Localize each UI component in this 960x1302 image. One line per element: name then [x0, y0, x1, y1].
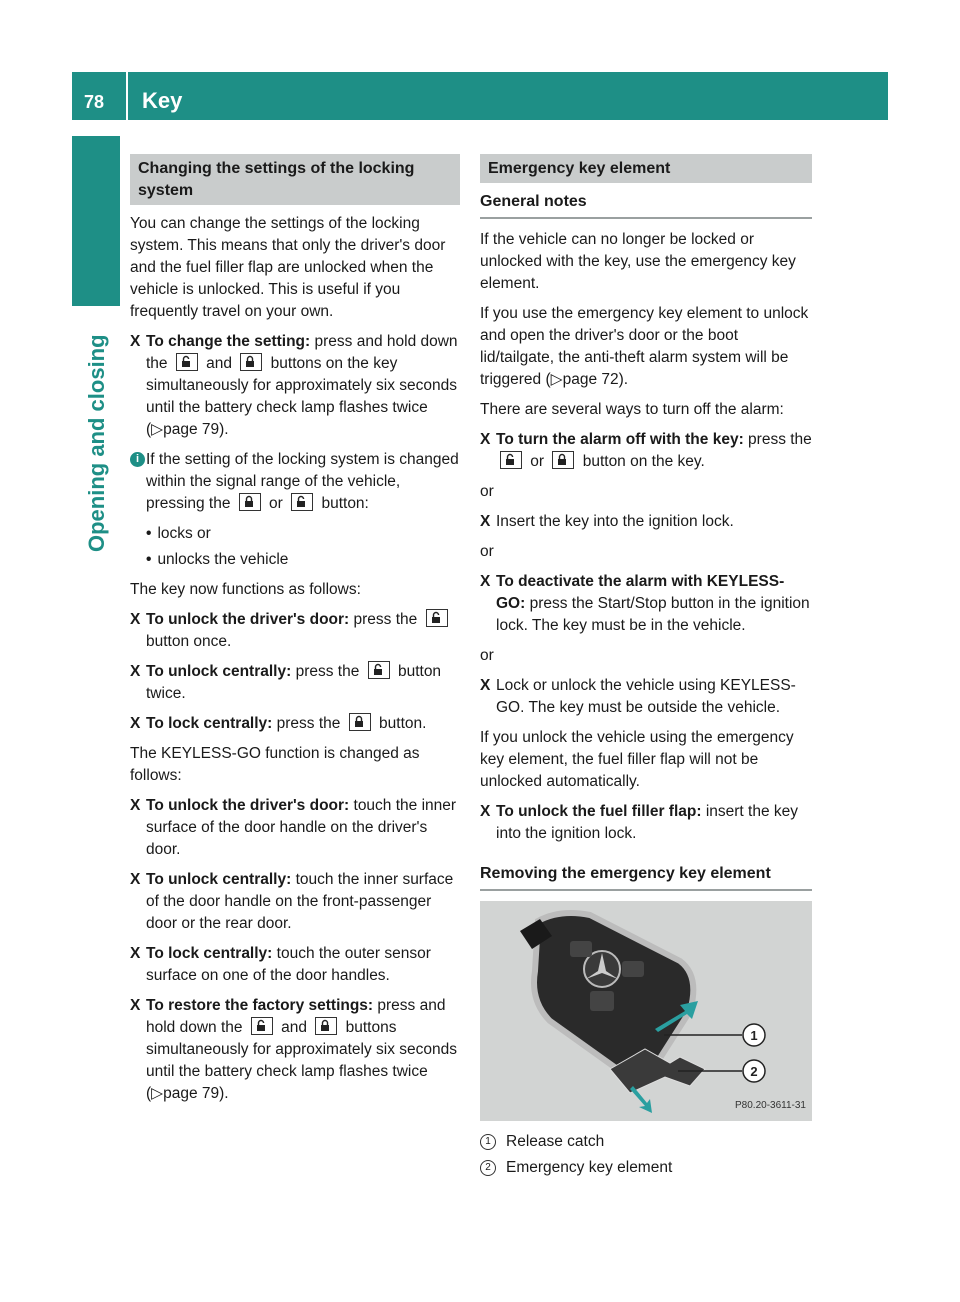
step-keyless-lock-centrally: X To lock centrally: touch the outer sensor surface on one of the door handles.: [130, 945, 431, 984]
list-item: • unlocks the vehicle: [146, 551, 289, 568]
ref-arrow-icon: ▷: [151, 1085, 164, 1102]
unlock-icon: [426, 609, 448, 627]
intro-paragraph: You can change the settings of the locking system. This means that only the driver's door and the fuel filler flap are unlocked when the vehicle is unlocked. This is useful if you frequently travel on your own.: [130, 215, 446, 320]
header-bar: [72, 72, 888, 120]
step-deactivate-keyless: X To deactivate the alarm with KEYLESS-GO: press the Start/Stop button in the ignition lock. The key must be in the vehicle.: [480, 573, 810, 634]
paragraph: If you unlock the vehicle using the emergency key element, the fuel filler flap will not be unlocked automatically.: [480, 729, 794, 790]
info-note: i If the setting of the locking system is changed within the signal range of the vehicle, pressing the or button:: [130, 449, 460, 515]
legend-number: 2: [480, 1160, 496, 1176]
step-change-setting: X To change the setting: press and hold down the and buttons on the key simultaneously for approximately six seconds until the battery check lamp flashes twice (▷page 79).: [130, 333, 458, 438]
or-label: or: [480, 543, 494, 560]
legend-label: Release catch: [506, 1133, 605, 1150]
paragraph: There are several ways to turn off the alarm:: [480, 401, 784, 418]
unlock-icon: [291, 493, 313, 511]
legend-item: [480, 1157, 812, 1179]
step-unlock-fuel-flap: X To unlock the fuel filler flap: insert the key into the ignition lock.: [480, 803, 799, 842]
step-unlock-centrally: X To unlock centrally: press the button twice.: [130, 663, 442, 702]
unlock-icon: [176, 353, 198, 371]
page-ref-link[interactable]: page 79: [163, 421, 220, 438]
step-insert-key: X Insert the key into the ignition lock.: [480, 513, 734, 530]
section-heading-emergency: Emergency key element: [480, 154, 812, 183]
page-ref-link[interactable]: page 72: [562, 371, 619, 388]
step-alarm-off-key: X To turn the alarm off with the key: press the or button on the key.: [480, 431, 812, 470]
legend-number: 1: [480, 1134, 496, 1150]
ref-arrow-icon: ▷: [550, 371, 563, 388]
figure-code: P80.20-3611-31: [735, 1100, 806, 1111]
list-item: • locks or: [146, 525, 211, 542]
step-lock-unlock-keyless: X Lock or unlock the vehicle using KEYLESS-GO. The key must be outside the vehicle.: [480, 677, 796, 716]
lock-icon: [349, 713, 371, 731]
page-number: 78: [84, 92, 105, 112]
lock-icon: [552, 451, 574, 469]
callout-2: 2: [750, 1064, 758, 1079]
paragraph: If the vehicle can no longer be locked or unlocked with the key, use the emergency key element.: [480, 231, 796, 292]
unlock-icon: [500, 451, 522, 469]
step-restore-factory-settings: X To restore the factory settings: press and hold down the and buttons simultaneously for approximately six seconds until the battery check lamp flashes twice (▷page 79).: [130, 997, 457, 1102]
legend-item: [480, 1131, 812, 1153]
or-label: or: [480, 647, 494, 664]
header-divider: [126, 72, 128, 120]
unlock-icon: [368, 661, 390, 679]
keyless-intro: The KEYLESS-GO function is changed as follows:: [130, 745, 420, 784]
step-marker: X: [130, 333, 141, 350]
subheading-removing-key: Removing the emergency key element: [480, 863, 812, 891]
key-illustration: [480, 901, 812, 1121]
side-tab-block: [72, 136, 120, 306]
callout-1: 1: [750, 1028, 758, 1043]
lock-icon: [315, 1017, 337, 1035]
side-tab-label: Opening and closing: [84, 334, 109, 552]
step-lock-centrally: X To lock centrally: press the button.: [130, 715, 427, 732]
functions-intro: The key now functions as follows:: [130, 581, 361, 598]
section-heading-locking: Changing the settings of the locking system: [130, 154, 460, 205]
subheading-general-notes: General notes: [480, 191, 812, 219]
lock-icon: [239, 493, 261, 511]
ref-arrow-icon: ▷: [151, 421, 164, 438]
unlock-icon: [251, 1017, 273, 1035]
legend-label: Emergency key element: [506, 1159, 673, 1176]
step-unlock-drivers-door: X To unlock the driver's door: press the button once.: [130, 609, 460, 653]
page-title: Key: [142, 88, 183, 113]
key-fob-image: [480, 901, 812, 1121]
step-keyless-unlock-centrally: X To unlock centrally: touch the inner surface of the door handle on the front-passenger door or the rear door.: [130, 871, 454, 932]
left-column: [130, 154, 460, 1113]
right-column: [480, 154, 812, 1183]
step-keyless-unlock-drivers-door: X To unlock the driver's door: touch the inner surface of the door handle on the driver's door.: [130, 797, 457, 858]
or-label: or: [480, 483, 494, 500]
page-ref-link[interactable]: page 79: [163, 1085, 220, 1102]
info-icon: i: [130, 452, 145, 467]
lock-icon: [240, 353, 262, 371]
paragraph: If you use the emergency key element to unlock and open the driver's door or the boot lid/tailgate, the anti-theft alarm system will be triggered (▷page 72).: [480, 305, 809, 388]
